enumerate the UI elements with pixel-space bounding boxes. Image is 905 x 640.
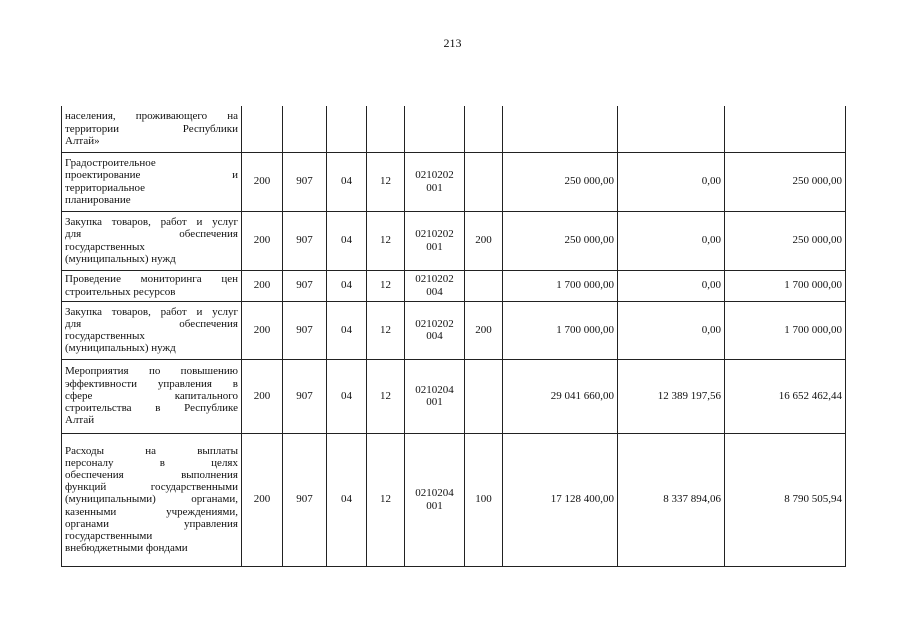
target-code-cell: 0210202 001 [405, 152, 465, 211]
row-name-line: населения, проживающего на [65, 110, 238, 123]
table-row [62, 106, 846, 152]
expense-type-cell: 200 [465, 301, 503, 359]
row-name-line: строительства в Республике [65, 402, 238, 415]
row-name-line: (муниципальных) нужд [65, 252, 176, 265]
row-name-line: функций государственными [65, 481, 238, 494]
subsection-code-cell: 12 [367, 433, 405, 566]
admin-code-cell: 200 [242, 359, 283, 433]
row-name-cell [62, 211, 242, 270]
row-name-cell [62, 106, 242, 152]
admin-code-cell [242, 106, 283, 152]
admin-code-cell: 200 [242, 152, 283, 211]
amount-2-cell: 0,00 [618, 211, 725, 270]
expense-type-cell: 100 [465, 433, 503, 566]
row-name-line: территориальное [65, 181, 146, 194]
table-row [62, 359, 846, 433]
row-name-line: Градостроительное [65, 157, 156, 170]
admin-code-cell: 200 [242, 211, 283, 270]
row-name-line: Алтай [65, 414, 95, 427]
subsection-code-cell: 12 [367, 270, 405, 301]
amount-total-cell: 17 128 400,00 [503, 433, 618, 566]
row-name-line: проектирование и [65, 169, 238, 182]
row-name-line: строительных ресурсов [65, 285, 176, 298]
table-row [62, 301, 846, 359]
row-name-line: Расходы на выплаты [65, 444, 238, 457]
amount-2-cell [618, 106, 725, 152]
ministry-code-cell: 907 [283, 301, 327, 359]
table-row [62, 211, 846, 270]
row-name-line: внебюджетными фондами [65, 542, 188, 555]
row-name-line: казенными учреждениями, [65, 505, 238, 518]
row-name-cell [62, 152, 242, 211]
row-name-line: (муниципальными) органами, [65, 493, 238, 506]
subsection-code-cell: 12 [367, 211, 405, 270]
amount-2-cell: 0,00 [618, 270, 725, 301]
target-code-cell: 0210204 001 [405, 359, 465, 433]
amount-2-cell: 0,00 [618, 301, 725, 359]
amount-3-cell: 1 700 000,00 [725, 270, 846, 301]
row-name-cell [62, 359, 242, 433]
expense-type-cell [465, 152, 503, 211]
amount-3-cell: 1 700 000,00 [725, 301, 846, 359]
row-name-line: для обеспечения [65, 317, 238, 330]
amount-2-cell: 0,00 [618, 152, 725, 211]
amount-total-cell: 1 700 000,00 [503, 301, 618, 359]
row-name-cell [62, 433, 242, 566]
amount-total-cell: 250 000,00 [503, 211, 618, 270]
target-code-cell [405, 106, 465, 152]
expense-type-cell [465, 106, 503, 152]
ministry-code-cell: 907 [283, 270, 327, 301]
admin-code-cell: 200 [242, 433, 283, 566]
row-name-line: государственных [65, 240, 145, 253]
row-name-line: Закупка товаров, работ и услуг [65, 305, 238, 318]
subsection-code-cell: 12 [367, 359, 405, 433]
amount-3-cell [725, 106, 846, 152]
section-code-cell: 04 [327, 359, 367, 433]
row-name-line: персоналу в целях [65, 456, 238, 469]
amount-total-cell: 29 041 660,00 [503, 359, 618, 433]
row-name-cell [62, 270, 242, 301]
target-code-cell: 0210202 001 [405, 211, 465, 270]
subsection-code-cell [367, 106, 405, 152]
row-name-line: территории Республики [65, 122, 238, 135]
row-name-line: Мероприятия по повышению [65, 365, 238, 378]
amount-2-cell: 12 389 197,56 [618, 359, 725, 433]
section-code-cell: 04 [327, 152, 367, 211]
section-code-cell: 04 [327, 270, 367, 301]
row-name-line: государственных [65, 330, 145, 342]
row-name-line: государственными [65, 530, 153, 542]
row-name-line: Закупка товаров, работ и услуг [65, 216, 238, 229]
amount-total-cell: 1 700 000,00 [503, 270, 618, 301]
section-code-cell: 04 [327, 301, 367, 359]
row-name-line: для обеспечения [65, 228, 238, 241]
expense-type-cell [465, 359, 503, 433]
ministry-code-cell: 907 [283, 359, 327, 433]
amount-3-cell: 250 000,00 [725, 152, 846, 211]
subsection-code-cell: 12 [367, 301, 405, 359]
amount-3-cell: 250 000,00 [725, 211, 846, 270]
admin-code-cell: 200 [242, 270, 283, 301]
ministry-code-cell: 907 [283, 152, 327, 211]
section-code-cell [327, 106, 367, 152]
row-name-line: обеспечения выполнения [65, 468, 238, 481]
subsection-code-cell: 12 [367, 152, 405, 211]
row-name-line: органами управления [65, 517, 238, 530]
row-name-line: Проведение мониторинга цен [65, 273, 238, 286]
ministry-code-cell: 907 [283, 433, 327, 566]
row-name-line: планирование [65, 193, 131, 206]
table-body [62, 106, 846, 566]
row-name-line: (муниципальных) нужд [65, 342, 176, 355]
expense-type-cell: 200 [465, 211, 503, 270]
amount-2-cell: 8 337 894,06 [618, 433, 725, 566]
target-code-cell: 0210204 001 [405, 433, 465, 566]
row-name-cell [62, 301, 242, 359]
section-code-cell: 04 [327, 433, 367, 566]
row-name-line: Алтай» [65, 134, 100, 147]
expense-type-cell [465, 270, 503, 301]
page-number: 213 [443, 36, 462, 50]
section-code-cell: 04 [327, 211, 367, 270]
target-code-cell: 0210202 004 [405, 270, 465, 301]
ministry-code-cell: 907 [283, 211, 327, 270]
target-code-cell: 0210202 004 [405, 301, 465, 359]
amount-3-cell: 16 652 462,44 [725, 359, 846, 433]
amount-total-cell [503, 106, 618, 152]
amount-total-cell: 250 000,00 [503, 152, 618, 211]
table-row [62, 270, 846, 301]
row-name-line: эффективности управления в [65, 377, 238, 390]
ministry-code-cell [283, 106, 327, 152]
row-name-line: сфере капитального [65, 389, 238, 402]
amount-3-cell: 8 790 505,94 [725, 433, 846, 566]
budget-table [61, 106, 846, 567]
admin-code-cell: 200 [242, 301, 283, 359]
table-row [62, 433, 846, 566]
table-row [62, 152, 846, 211]
